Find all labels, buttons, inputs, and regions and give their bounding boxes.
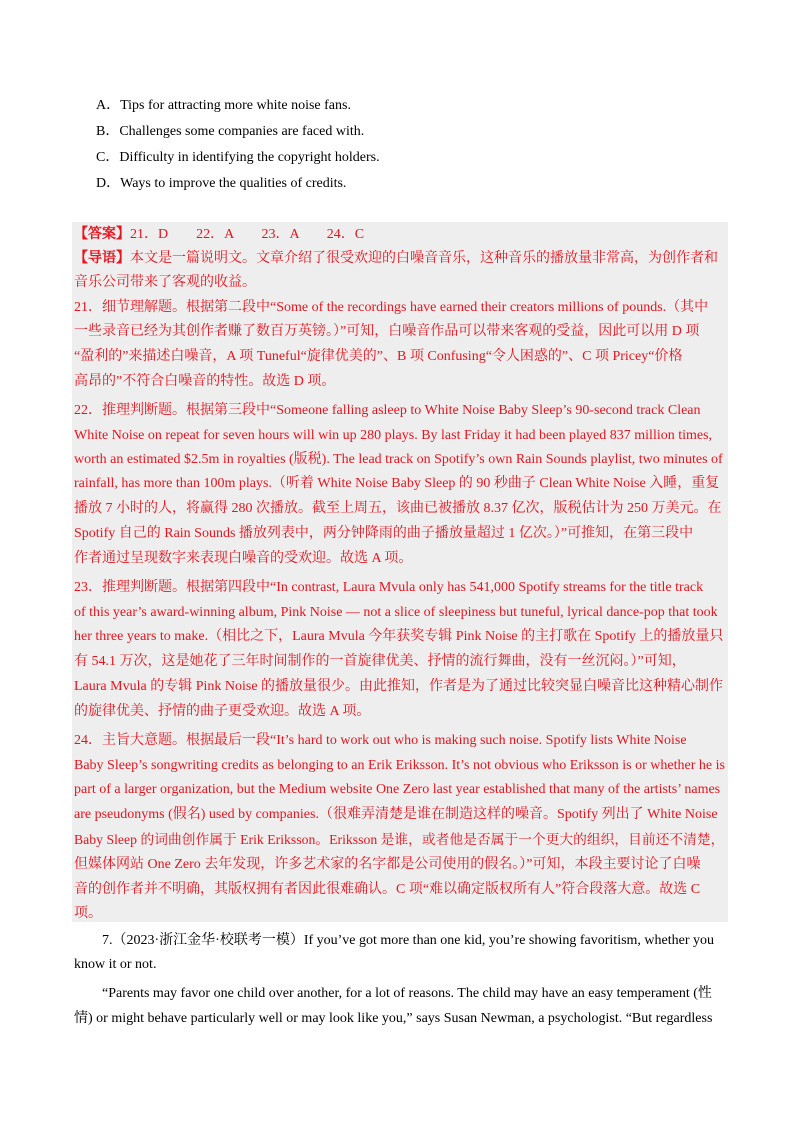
q23-line: her three years to make.（相比之下，Laura Mvula 今年获奖专辑 Pink Noise 的主打歌在 Spotify 上的播放量只 [74, 629, 724, 644]
option-c: C．Difficulty in identifying the copyright holders. [96, 150, 380, 165]
option-d: D．Ways to improve the qualities of credits. [96, 176, 347, 191]
q22-line: 22．推理判断题。根据第三段中“Someone falling asleep to White Noise Baby Sleep’s 90-second track Clean [74, 403, 701, 418]
option-a: A．Tips for attracting more white noise fans. [96, 98, 351, 113]
q21-line: 21．细节理解题。根据第二段中“Some of the recordings have earned their creators millions of pounds.（其中 [74, 300, 709, 315]
q21-line: 一些录音已经为其创作者赚了数百万英镑。）”可知，白噪音作品可以带来客观的受益，因此可以用 D 项 [74, 324, 700, 339]
answer-label: 【答案】 [74, 227, 130, 242]
q22-line: rainfall, has more than 100m plays.（听着 White Noise Baby Sleep 的 90 秒曲子 Clean White Noise 入睡，重复 [74, 476, 720, 491]
answer-keys: 21．D 22．A 23．A 24．C [130, 227, 365, 242]
q24-line: part of a larger organization, but the Medium website One Zero last year established that many of the artists’ names [74, 782, 721, 797]
q21-line: “盈利的”来描述白噪音，A 项 Tuneful“旋律优美的”、B 项 Confusing“令人困惑的”、C 项 Pricey“价格 [74, 349, 683, 364]
q23-line: of this year’s award-winning album, Pink Noise — not a slice of sleepiness but tuneful, lyrical dance-pop that took [74, 605, 718, 620]
q22-line: Spotify 自己的 Rain Sounds 播放列表中，两分钟降雨的曲子播放量超过 1 亿次。）”可推知，在第三段中 [74, 526, 694, 541]
q24-line: Baby Sleep 的词曲创作属于 Erik Eriksson。Eriksson 是谁，或者他是否属于一个更大的组织，目前还不清楚， [74, 832, 725, 847]
guide-label: 【导语】 [74, 251, 130, 266]
q24-line: 24．主旨大意题。根据最后一段“It’s hard to work out who is making such noise. Spotify lists White Noise [74, 733, 687, 748]
q22-line: White Noise on repeat for seven hours will win up 280 plays. By last Friday it had been played 837 million times, [74, 428, 713, 443]
q24-line: Baby Sleep’s songwriting credits as belonging to an Erik Eriksson. It’s not obvious who Eriksson is or whether he is [74, 758, 725, 773]
guide-line-1: 【导语】本文是一篇说明文。文章介绍了很受欢迎的白噪音音乐，这种音乐的播放量非常高，为创作者和 [74, 251, 718, 266]
q24-line: are pseudonyms (假名) used by companies.（很难弄清楚是谁在制造这样的噪音。Spotify 列出了 White Noise [74, 807, 718, 822]
q22-line: 播放 7 小时的人，将赢得 280 次播放。截至上周五，该曲已被播放 8.37 亿次，版税估计为 250 万美元。在 [74, 501, 722, 516]
question7-line: 7.（2023·浙江金华·校联考一模）If you’ve got more than one kid, you’re showing favoritism, whether you [74, 933, 715, 948]
question7-line: 情) or might behave particularly well or may look like you,” says Susan Newman, a psychologist. “But regardless [74, 1011, 713, 1026]
guide-line-2: 音乐公司带来了客观的收益。 [74, 275, 256, 290]
q24-line: 音的创作者并不明确，其版权拥有者因此很难确认。C 项“难以确定版权所有人”符合段落大意。故选 C [74, 882, 701, 897]
q23-line: 的旋律优美、抒情的曲子更受欢迎。故选 A 项。 [74, 704, 371, 719]
q24-line: 项。 [74, 906, 102, 921]
q24-line: 但媒体网站 One Zero 去年发现，许多艺术家的名字都是公司使用的假名。）”可知，本段主要讨论了白噪 [74, 857, 701, 872]
q23-line: Laura Mvula 的专辑 Pink Noise 的播放量很少。由此推知，作者是为了通过比较突显白噪音比这种精心制作 [74, 679, 724, 694]
option-b: B．Challenges some companies are faced with. [96, 124, 365, 139]
q21-line: 高昂的”不符合白噪音的特性。故选 D 项。 [74, 374, 336, 389]
answer-keys-line [74, 226, 728, 244]
q23-line: 23．推理判断题。根据第四段中“In contrast, Laura Mvula only has 541,000 Spotify streams for the title track [74, 580, 704, 595]
q22-line: worth an estimated $2.5m in royalties (版税). The lead track on Spotify’s own Rain Sounds playlist, two minutes of [74, 452, 723, 467]
question7-line: know it or not. [74, 957, 157, 972]
q23-line: 有 54.1 万次，这是她花了三年时间制作的一首旋律优美、抒情的流行舞曲，没有一丝沉闷。）”可知， [74, 654, 686, 669]
question7-line: “Parents may favor one child over another, for a lot of reasons. The child may have an easy temperament (性 [74, 986, 712, 1001]
q22-line: 作者通过呈现数字来表现白噪音的受欢迎。故选 A 项。 [74, 551, 413, 566]
